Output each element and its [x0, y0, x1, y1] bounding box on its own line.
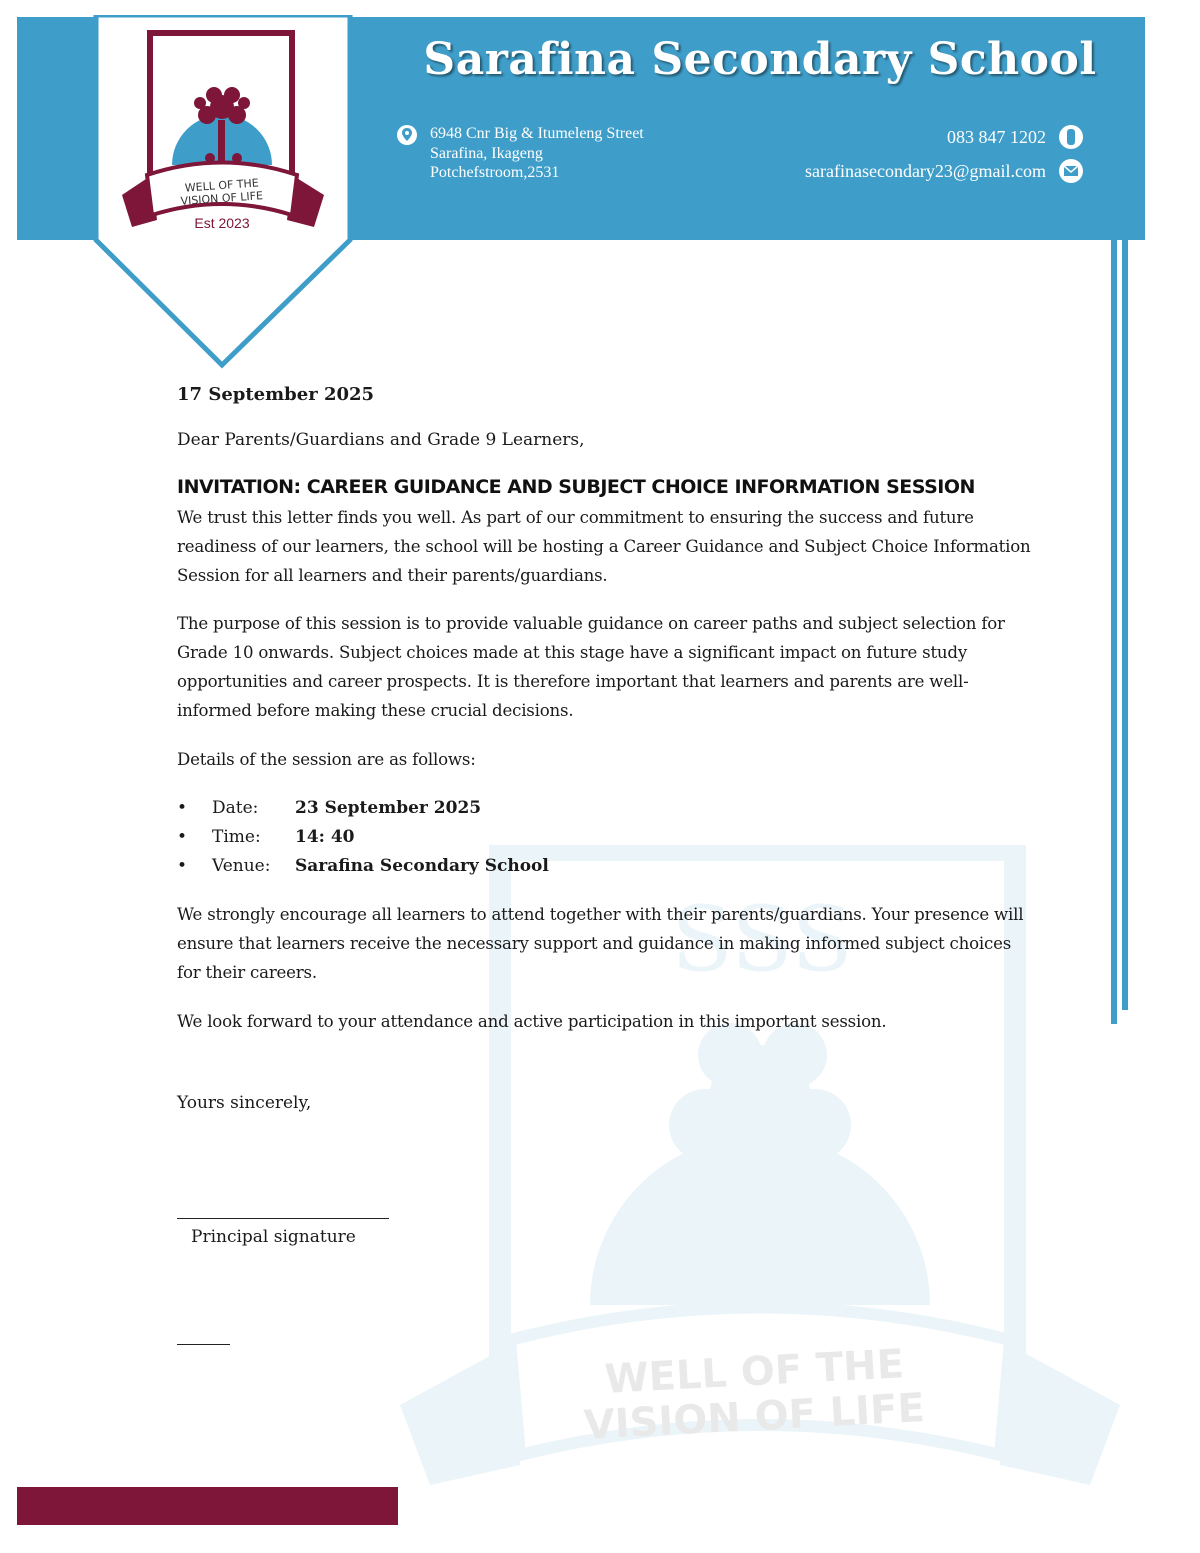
school-address — [430, 124, 644, 183]
detail-value: Sarafina Secondary School — [295, 856, 549, 877]
short-rule — [177, 1344, 230, 1345]
school-name: Sarafina Secondary School — [423, 34, 1097, 85]
location-pin-icon — [396, 124, 418, 148]
watermark-motto-line-1: WELL OF THE — [603, 1341, 906, 1403]
signature-line — [177, 1218, 389, 1219]
detail-label: Date: — [212, 798, 259, 819]
detail-value: 23 September 2025 — [295, 798, 482, 819]
list-item — [177, 852, 1037, 881]
bullet-icon: • — [177, 856, 188, 877]
letter-heading: INVITATION: CAREER GUIDANCE AND SUBJECT CHOICE INFORMATION SESSION — [177, 476, 975, 498]
detail-label: Time: — [212, 827, 261, 848]
letter-body — [177, 384, 1037, 1113]
school-email: sarafinasecondary23@gmail.com — [805, 161, 1046, 181]
salutation: Dear Parents/Guardians and Grade 9 Learners, — [177, 430, 585, 450]
bullet-icon: • — [177, 827, 188, 848]
mail-icon — [1058, 158, 1084, 184]
footer-bar — [17, 1487, 398, 1525]
school-logo — [92, 15, 354, 370]
bullet-icon: • — [177, 798, 188, 819]
paragraph-encourage: We strongly encourage all learners to attend together with their parents/guardians. Your presence will ensure that learners receive the necessary support and guidance in making informed subject choices for their careers. — [177, 905, 1024, 982]
closing-text: Yours sincerely, — [177, 1092, 312, 1113]
session-details-list — [177, 794, 1037, 881]
established-label: Est 2023 — [194, 215, 250, 231]
decorative-rule — [1122, 240, 1128, 1010]
list-item — [177, 794, 1037, 823]
letter-date: 17 September 2025 — [177, 384, 375, 405]
paragraph-intro: We trust this letter finds you well. As part of our commitment to ensuring the success and future readiness of our learners, the school will be hosting a Career Guidance and Subject Choice Information Session for all learners and their parents/guardians. — [177, 508, 1031, 585]
watermark-motto-line-2: VISION OF LIFE — [582, 1385, 926, 1449]
motto-line-1: WELL OF THE — [184, 176, 260, 195]
details-intro: Details of the session are as follows: — [177, 749, 476, 769]
address-line-3: Potchefstroom,2531 — [430, 164, 560, 181]
watermark-initials: SSS — [671, 887, 853, 992]
address-line-1: 6948 Cnr Big & Itumeleng Street — [430, 125, 644, 142]
list-item — [177, 823, 1037, 852]
paragraph-purpose: The purpose of this session is to provide valuable guidance on career paths and subject selection for Grade 10 onwards. Subject choices made at this stage have a significant impact on future study opportunities and career prospects. It is therefore important that learners and parents are well-informed before making these crucial decisions. — [177, 614, 1005, 720]
address-line-2: Sarafina, Ikageng — [430, 144, 543, 162]
detail-label: Venue: — [212, 856, 271, 877]
motto-line-2: VISION OF LIFE — [180, 189, 264, 208]
detail-value: 14: 40 — [295, 827, 355, 848]
school-phone: 083 847 1202 — [947, 127, 1046, 147]
paragraph-closing: We look forward to your attendance and active participation in this important session. — [177, 1011, 887, 1031]
signature-label: Principal signature — [191, 1227, 356, 1247]
phone-icon — [1058, 124, 1084, 150]
